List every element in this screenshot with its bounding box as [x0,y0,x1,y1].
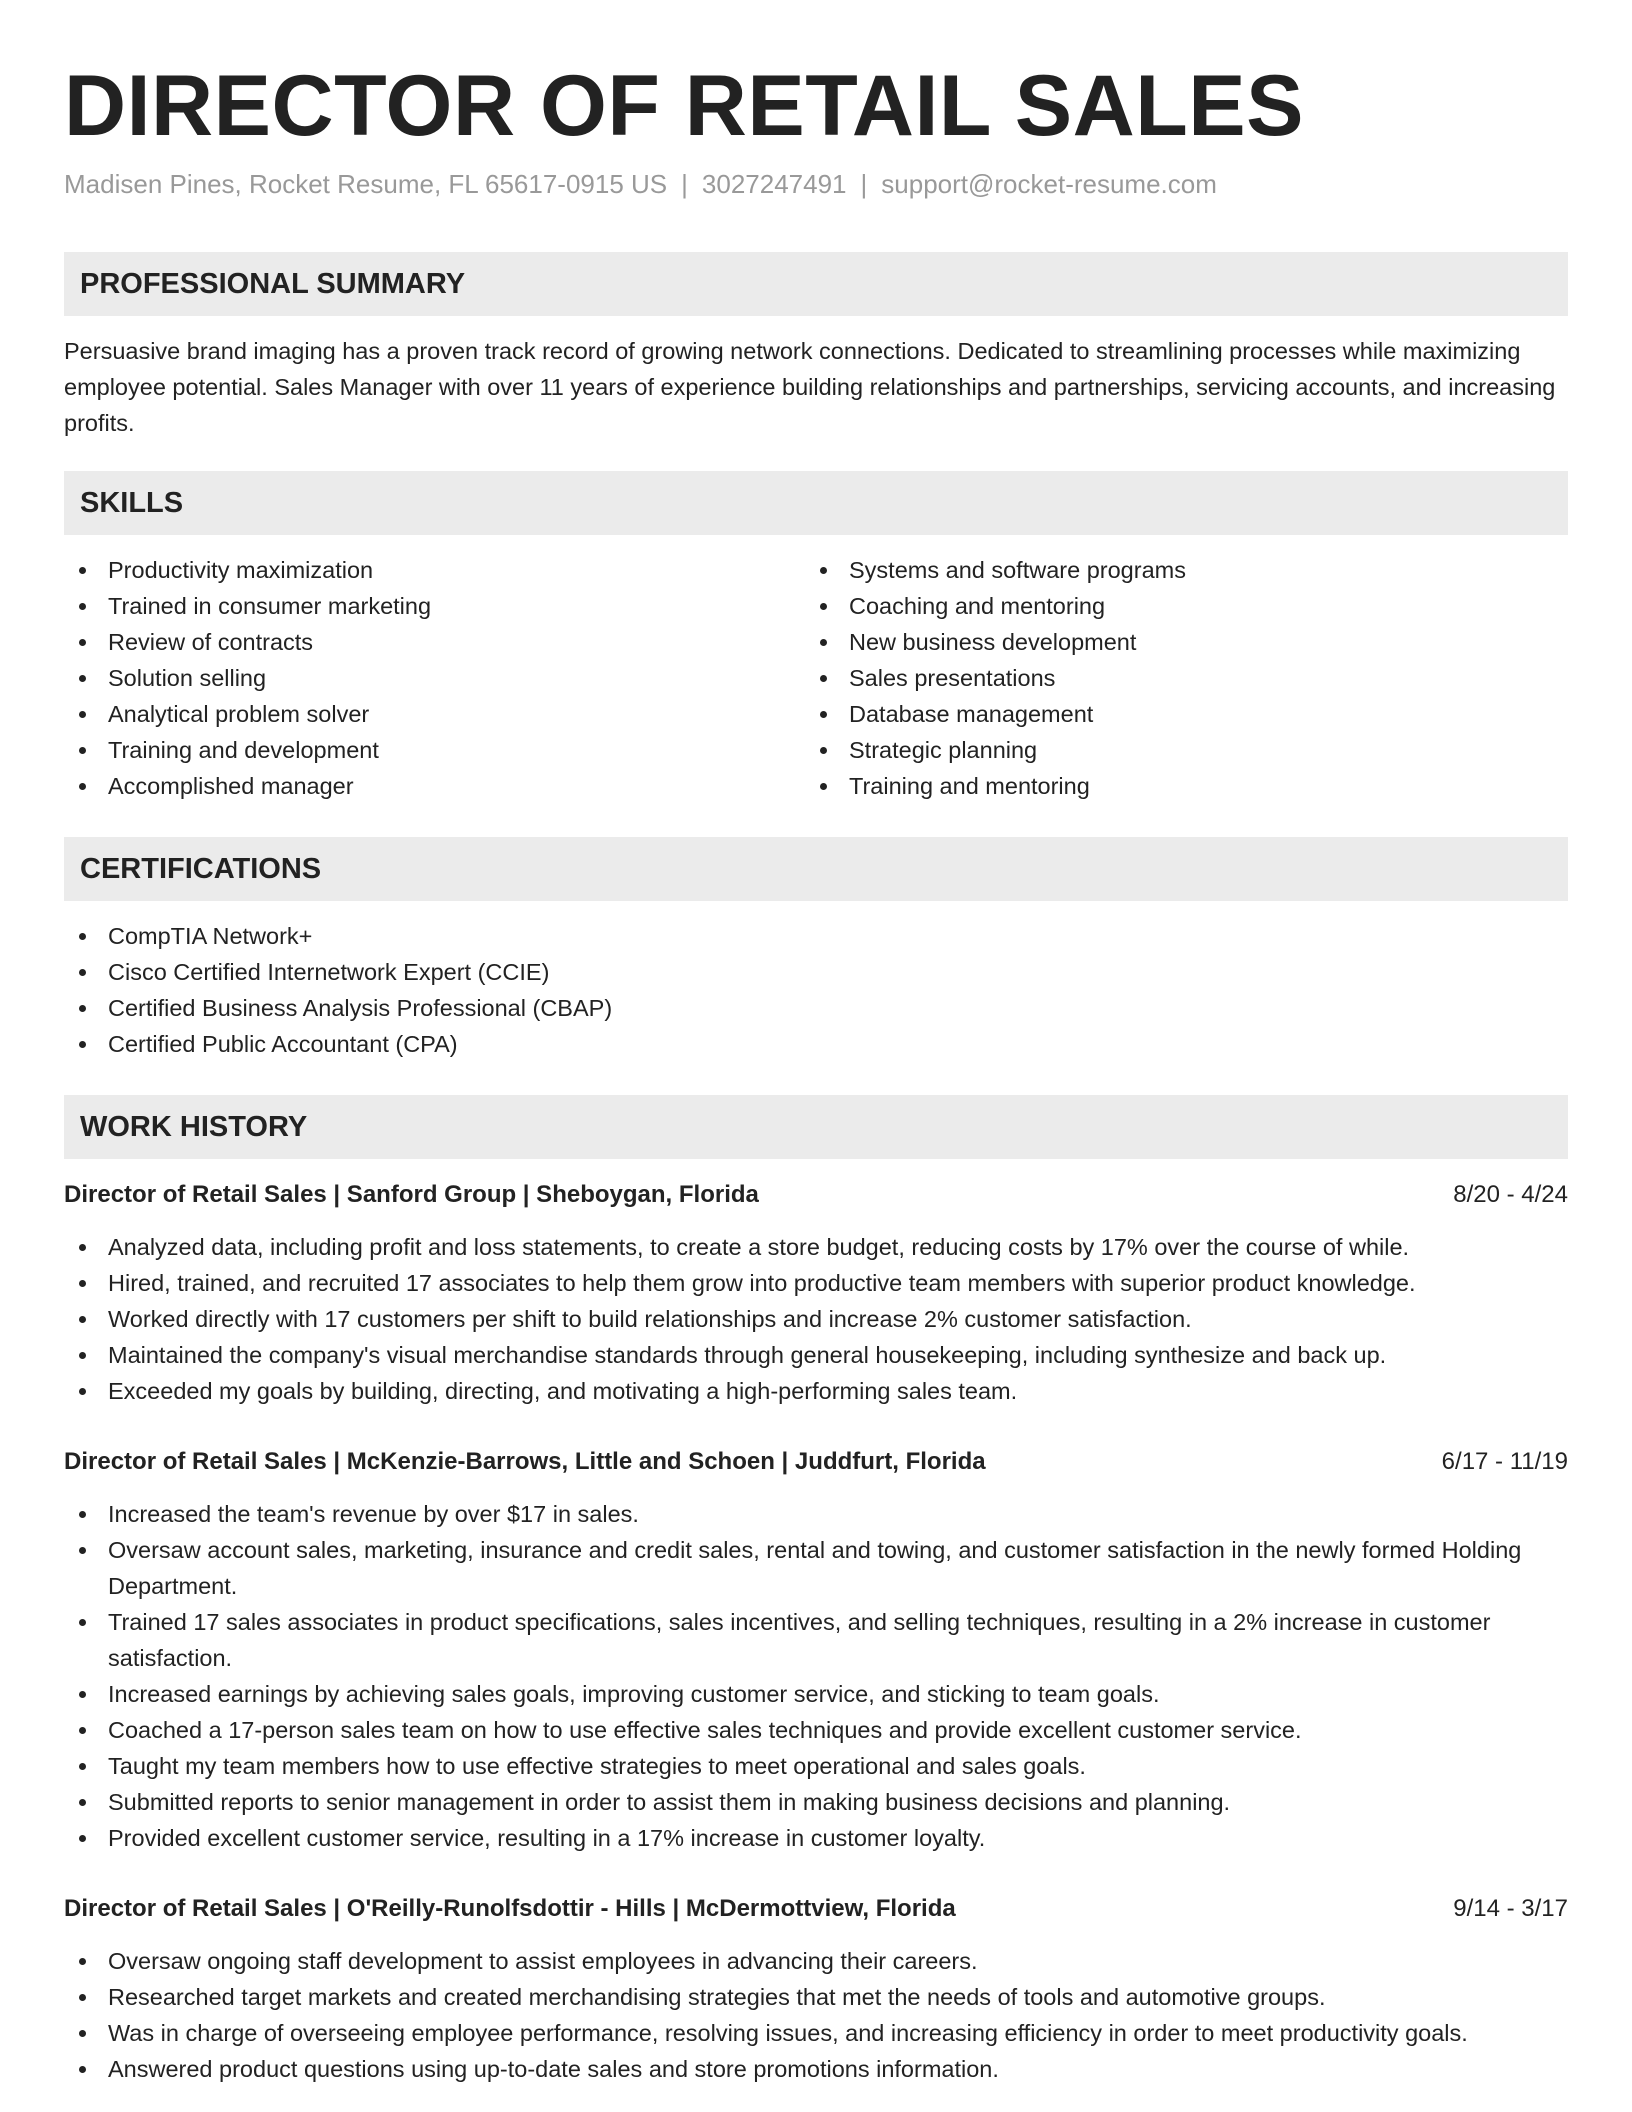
job-bullets [64,1229,1568,1409]
skill-item: Sales presentations [805,660,1545,696]
job-title: Director of Retail Sales | O'Reilly-Runolfsdottir - Hills | McDermottview, Florida [64,1895,956,1922]
certifications-list [64,918,804,1062]
job-bullet: Increased earnings by achieving sales goals, improving customer service, and sticking to team goals. [64,1676,1568,1712]
job-bullet: Provided excellent customer service, resulting in a 17% increase in customer loyalty. [64,1820,1568,1856]
job-bullet: Oversaw account sales, marketing, insurance and credit sales, rental and towing, and customer satisfaction in the newly formed Holding Department. [64,1532,1568,1604]
contact-address: Madisen Pines, Rocket Resume, FL 65617-0915 US [64,169,668,199]
job-bullet: Exceeded my goals by building, directing, and motivating a high-performing sales team. [64,1373,1568,1409]
skills-section-header [64,471,1568,535]
certifications-section-header [64,837,1568,901]
skill-item: Coaching and mentoring [805,588,1545,624]
contact-separator: | [681,169,688,199]
certification-item: Certified Business Analysis Professional (CBAP) [64,990,804,1026]
skill-item: Productivity maximization [64,552,804,588]
job-bullet: Analyzed data, including profit and loss statements, to create a store budget, reducing costs by 17% over the course of while. [64,1229,1568,1265]
job-bullet: Hired, trained, and recruited 17 associates to help them grow into productive team members with superior product knowledge. [64,1265,1568,1301]
skill-item: Accomplished manager [64,768,804,804]
contact-phone: 3027247491 [701,169,847,199]
summary-section-title: PROFESSIONAL SUMMARY [80,268,466,300]
job-bullet: Researched target markets and created merchandising strategies that met the needs of tools and automotive groups. [64,1979,1568,2015]
skills-list-right [805,552,1545,804]
job-bullet: Trained 17 sales associates in product specifications, sales incentives, and selling techniques, resulting in a 2% increase in customer satisfaction. [64,1604,1568,1676]
skill-item: Analytical problem solver [64,696,804,732]
job-bullets [64,1943,1568,2087]
summary-text: Persuasive brand imaging has a proven track record of growing network connections. Dedicated to streamlining processes while maximizing employee potential. Sales Manager with over 11 years of experience building relationships and partnerships, servicing accounts, and increasing profits. [64,338,1556,436]
job-bullet: Coached a 17-person sales team on how to use effective sales techniques and provide excellent customer service. [64,1712,1568,1748]
job-bullet: Oversaw ongoing staff development to assist employees in advancing their careers. [64,1943,1568,1979]
job-dates: 6/17 - 11/19 [1441,1448,1568,1475]
job-bullet: Maintained the company's visual merchandise standards through general housekeeping, including synthesize and back up. [64,1337,1568,1373]
job-bullet: Was in charge of overseeing employee performance, resolving issues, and increasing efficiency in order to meet productivity goals. [64,2015,1568,2051]
job-header [64,1177,1568,1213]
work-history-section-title: WORK HISTORY [80,1111,308,1143]
contact-line [64,166,1217,202]
contact-separator: | [860,169,868,199]
skill-item: Database management [805,696,1545,732]
job-header [64,1444,1568,1480]
job-bullet: Worked directly with 17 customers per shift to build relationships and increase 2% customer satisfaction. [64,1301,1568,1337]
summary-section-header [64,252,1568,316]
skill-item: Review of contracts [64,624,804,660]
work-history-section-header [64,1095,1568,1159]
certification-item: CompTIA Network+ [64,918,804,954]
skill-item: New business development [805,624,1545,660]
certification-item: Certified Public Accountant (CPA) [64,1026,804,1062]
job-bullet: Answered product questions using up-to-date sales and store promotions information. [64,2051,1568,2087]
job-bullet: Submitted reports to senior management in order to assist them in making business decisions and planning. [64,1784,1568,1820]
skill-item: Training and development [64,732,804,768]
job-header [64,1891,1568,1927]
job-dates: 9/14 - 3/17 [1453,1895,1568,1922]
job-dates: 8/20 - 4/24 [1453,1181,1568,1208]
job-bullets [64,1496,1568,1856]
skills-section-title: SKILLS [80,487,184,519]
job-title: Director of Retail Sales | Sanford Group | Sheboygan, Florida [64,1181,759,1208]
skill-item: Training and mentoring [805,768,1545,804]
skill-item: Trained in consumer marketing [64,588,804,624]
skill-item: Strategic planning [805,732,1545,768]
skill-item: Solution selling [64,660,804,696]
certification-item: Cisco Certified Internetwork Expert (CCIE) [64,954,804,990]
skill-item: Systems and software programs [805,552,1545,588]
job-bullet: Taught my team members how to use effective strategies to meet operational and sales goals. [64,1748,1568,1784]
certifications-section-title: CERTIFICATIONS [80,853,322,885]
skills-list-left [64,552,804,804]
resume-title: DIRECTOR OF RETAIL SALES [64,58,1304,154]
job-title: Director of Retail Sales | McKenzie-Barrows, Little and Schoen | Juddfurt, Florida [64,1448,986,1475]
job-bullet: Increased the team's revenue by over $17 in sales. [64,1496,1568,1532]
contact-email: support@rocket-resume.com [881,169,1217,199]
